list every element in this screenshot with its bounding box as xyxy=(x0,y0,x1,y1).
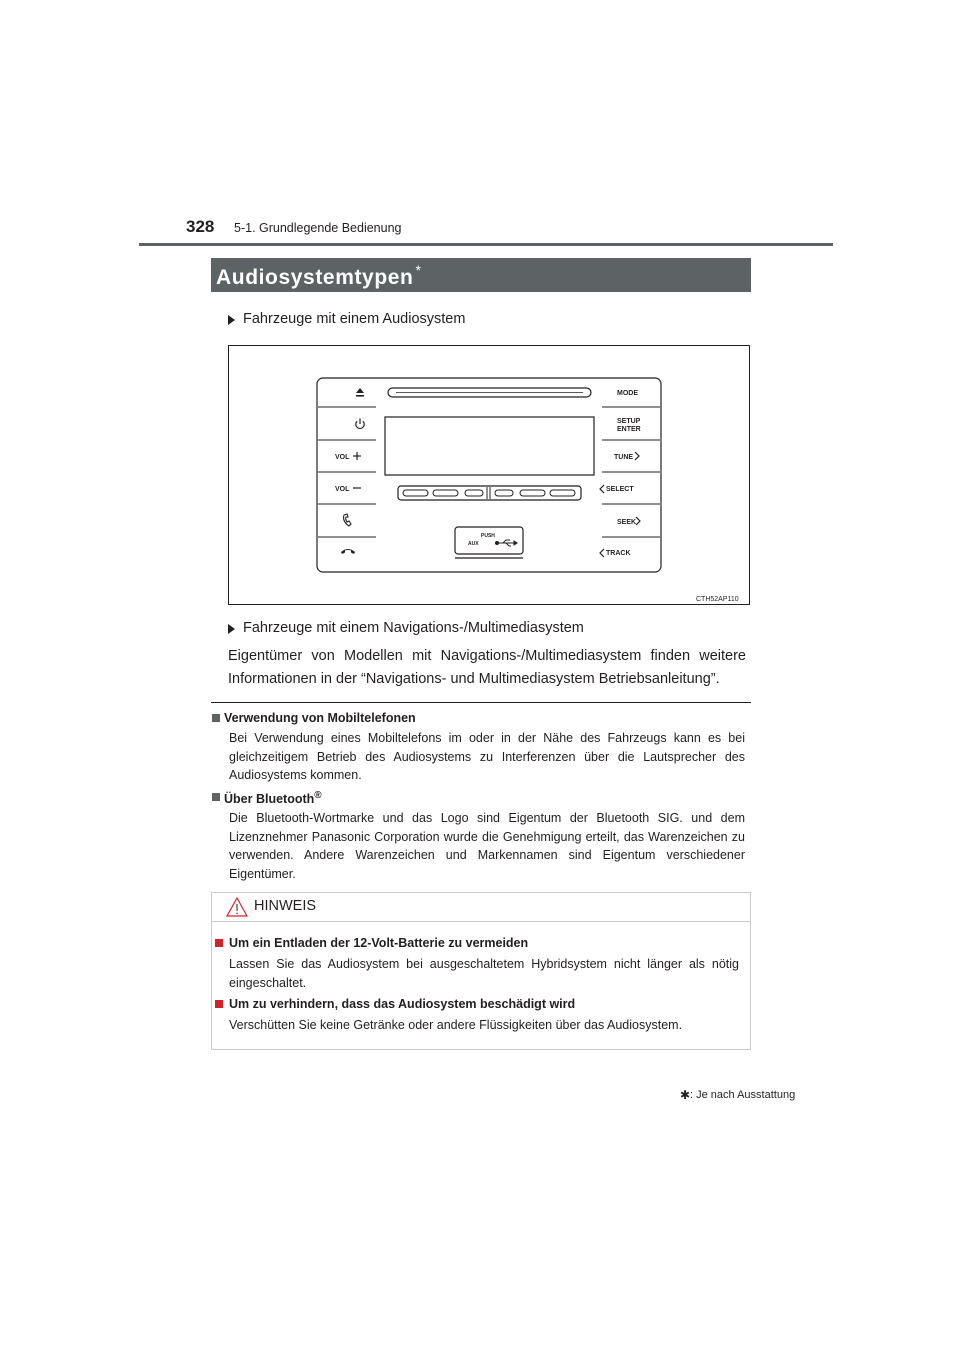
page-number: 328 xyxy=(186,217,215,236)
setup-label: SETUP xyxy=(617,418,641,425)
notice-item-heading: Um zu verhindern, dass das Audiosystem beschädigt wird xyxy=(229,997,576,1011)
eject-icon xyxy=(356,388,364,397)
notice-item-body: Lassen Sie das Audiosystem bei ausgeschaltetem Hybridsystem nicht länger als nötig eingeschaltet. xyxy=(229,957,739,990)
seek-label: SEEK xyxy=(617,519,637,526)
footnote-asterisk-icon: ✱ xyxy=(680,1088,691,1102)
bullet-navi: Fahrzeuge mit einem Navigations-/Multimediasystem xyxy=(243,620,584,636)
power-icon xyxy=(356,419,364,429)
tune-label: TUNE xyxy=(614,454,634,461)
vol-plus-label: VOL xyxy=(335,454,350,461)
chevron-right-icon xyxy=(635,452,639,460)
separator-rule xyxy=(211,702,751,703)
registered-mark: ® xyxy=(314,790,322,801)
page-title xyxy=(216,262,422,290)
section-title: 5-1. Grundlegende Bedienung xyxy=(234,221,402,235)
bluetooth-heading-text: Über Bluetooth xyxy=(224,792,315,807)
bullet-arrow-icon xyxy=(228,315,235,325)
bullet-audio: Fahrzeuge mit einem Audiosystem xyxy=(243,311,466,327)
footnote: : Je nach Ausstattung xyxy=(690,1089,796,1101)
notice-item-body: Verschütten Sie keine Getränke oder andere Flüssigkeiten über das Audiosystem. xyxy=(229,1018,683,1032)
mobile-heading: Verwendung von Mobiltelefonen xyxy=(224,711,416,725)
square-bullet-icon xyxy=(215,1000,223,1008)
push-label: PUSH xyxy=(481,533,495,539)
plus-icon xyxy=(353,452,361,460)
mode-label: MODE xyxy=(617,390,638,397)
usb-icon xyxy=(496,540,518,546)
title-asterisk: * xyxy=(415,262,422,278)
phone-pickup-icon xyxy=(344,514,351,526)
enter-label: ENTER xyxy=(617,426,641,433)
bluetooth-heading xyxy=(224,790,322,806)
track-label: TRACK xyxy=(606,550,631,557)
notice-title: HINWEIS xyxy=(254,898,317,914)
vol-minus-label: VOL xyxy=(335,486,350,493)
audio-panel-illustration xyxy=(228,345,750,605)
chevron-right-icon xyxy=(636,517,640,525)
page-title-text: Audiosystemtypen xyxy=(216,266,414,289)
header-rule xyxy=(139,243,833,246)
bullet-arrow-icon xyxy=(228,624,235,634)
notice-separator xyxy=(211,921,751,922)
phone-hangup-icon xyxy=(341,549,355,554)
navi-paragraph: Eigentümer von Modellen mit Navigations-/Multimediasystem finden weitere Informationen in der “Navigations- und Multimediasystem Betriebsanleitung”. xyxy=(228,648,746,687)
square-bullet-icon xyxy=(215,939,223,947)
square-bullet-icon xyxy=(212,714,220,722)
chevron-left-icon xyxy=(600,549,604,557)
square-bullet-icon xyxy=(212,793,220,801)
bluetooth-body: Die Bluetooth-Wortmarke und das Logo sind Eigentum der Bluetooth SIG. und dem Lizenznehmer Panasonic Corporation wurde die Genehmigung erteilt, das Warenzeichen zu verwenden. Andere Warenzeichen und Markennamen sind Eigentum verschiedener Eigentümer. xyxy=(229,811,745,881)
figure-code: CTH52AP110 xyxy=(696,596,739,603)
warning-triangle-icon xyxy=(225,896,249,918)
mobile-body: Bei Verwendung eines Mobiltelefons im oder in der Nähe des Fahrzeugs kann es bei gleichzeitigem Betrieb des Audiosystems zu Interferenzen über die Lautsprecher des Audiosystems kommen. xyxy=(229,731,745,782)
chevron-left-icon xyxy=(600,485,604,493)
notice-item-heading: Um ein Entladen der 12-Volt-Batterie zu vermeiden xyxy=(229,936,529,950)
aux-label: AUX xyxy=(468,541,479,547)
select-label: SELECT xyxy=(606,486,634,493)
